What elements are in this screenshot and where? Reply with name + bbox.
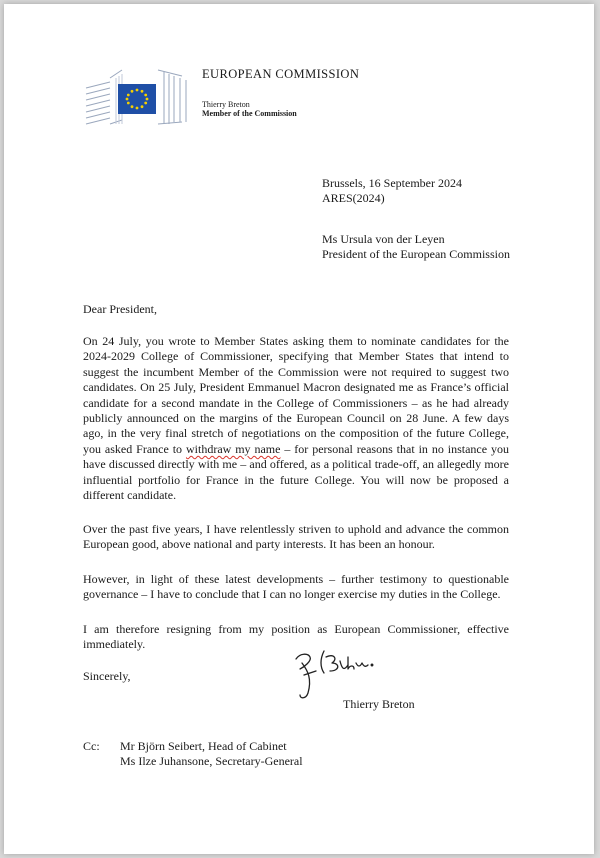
organization-name: EUROPEAN COMMISSION: [202, 67, 360, 81]
cc-label: Cc:: [83, 739, 100, 753]
paragraph-1-start: On 24 July, you wrote to Member States asking them to nominate candidates for the 2024-2029 College of Commissioner, specifying that Member States that intend to suggest the incumbent Member of the Commission were not required to suggest two candidates. On 25 July, President Emmanuel Macron designated me as France’s official candidate for a second mandate in the College of Commissioners – as he had already publicly announced on the margins of the European Council on 28 June. A few days ago, in the very final stretch of negotiations on the composition of the future College, you asked France to: [83, 334, 509, 456]
letter-page: [4, 4, 594, 854]
underlined-phrase: withdraw my name: [185, 441, 281, 456]
letter-reference: ARES(2024): [322, 191, 385, 205]
recipient-title: President of the European Commission: [322, 247, 510, 261]
signer-name: Thierry Breton: [343, 697, 415, 711]
eu-flag-building-icon: [82, 64, 192, 126]
paragraph-2-text: Over the past five years, I have relentlessly striven to uphold and advance the common European good, above national and party interests. It has been an honour.: [83, 522, 509, 552]
salutation: Dear President,: [83, 302, 157, 316]
letter-date: Brussels, 16 September 2024: [322, 176, 462, 190]
paragraph-3-text: However, in light of these latest developments – further testimony to questionable governance – I have to conclude that I can no longer exercise my duties in the College.: [83, 572, 509, 602]
cc-entry: Ms Ilze Juhansone, Secretary-General: [120, 754, 303, 768]
paragraph-1-end: – for personal reasons that in no instance you have discussed directly with me – and offered, as a political trade-off, an allegedly more influential portfolio for France in the future College. You will now be proposed a different candidate.: [83, 441, 509, 503]
paragraph-3: [83, 572, 509, 603]
paragraph-1: [83, 334, 509, 503]
recipient-name: Ms Ursula von der Leyen: [322, 232, 445, 246]
paragraph-4-text: I am therefore resigning from my position as European Commissioner, effective immediately.: [83, 622, 509, 652]
sender-role: Member of the Commission: [202, 109, 297, 118]
paragraph-2: [83, 522, 509, 553]
sender-name: Thierry Breton: [202, 100, 250, 109]
handwritten-signature: [290, 645, 390, 705]
cc-entry: Mr Björn Seibert, Head of Cabinet: [120, 739, 287, 753]
closing: Sincerely,: [83, 669, 131, 683]
